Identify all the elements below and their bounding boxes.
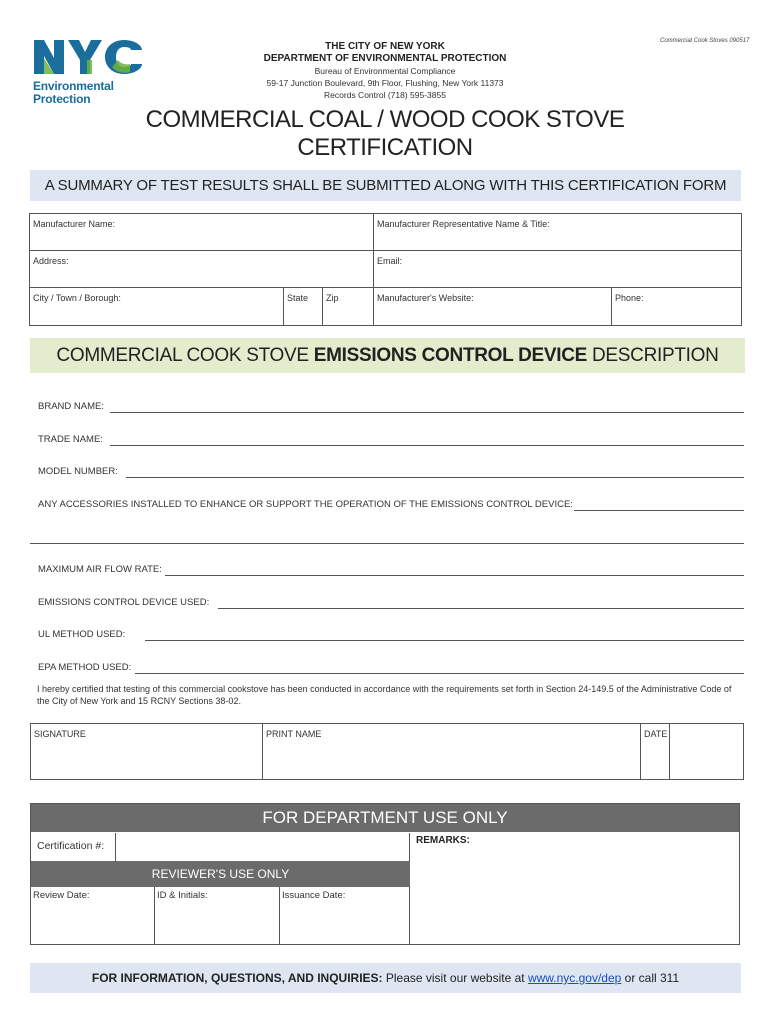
document-code: Commercial Cook Stoves 090517: [660, 38, 750, 44]
agency-address: 59-17 Junction Boulevard, 9th Floor, Flushing, New York 11373: [266, 78, 504, 88]
city-field[interactable]: [30, 288, 284, 325]
footer-info: [30, 963, 741, 993]
ecd-section-header: [30, 338, 745, 373]
ul-method-input[interactable]: [145, 640, 744, 641]
accessories-input[interactable]: [574, 510, 744, 511]
zip-field[interactable]: [323, 288, 374, 325]
signature-label: SIGNATURE: [34, 729, 86, 739]
agency-phone: Records Control (718) 595-3855: [324, 90, 446, 100]
review-date-field[interactable]: [31, 887, 155, 944]
ecd-used-input[interactable]: [218, 608, 744, 609]
state-field[interactable]: [284, 288, 323, 325]
brand-name-input[interactable]: [110, 412, 744, 413]
issuance-date-label: Issuance Date:: [282, 890, 346, 901]
address-label: Address:: [33, 256, 69, 266]
department-use-header: FOR DEPARTMENT USE ONLY: [31, 804, 739, 832]
reviewers-use-header: REVIEWER'S USE ONLY: [31, 861, 410, 887]
max-air-flow-input[interactable]: [165, 575, 744, 576]
representative-field[interactable]: [374, 214, 741, 251]
brand-name-label: BRAND NAME:: [38, 401, 104, 412]
email-field[interactable]: [374, 251, 741, 288]
trade-name-input[interactable]: [110, 445, 744, 446]
footer-bold-text: FOR INFORMATION, QUESTIONS, AND INQUIRIES:: [91, 971, 383, 985]
agency-department: DEPARTMENT OF ENVIRONMENTAL PROTECTION: [263, 53, 507, 64]
agency-header: [250, 41, 520, 101]
date-field[interactable]: [640, 724, 743, 779]
address-field[interactable]: [30, 251, 374, 288]
ecd-header-suffix: DESCRIPTION: [587, 345, 719, 366]
manufacturer-name-label: Manufacturer Name:: [33, 219, 116, 229]
form-title-line1: COMMERCIAL COAL / WOOD COOK STOVE: [145, 106, 625, 133]
review-date-label: Review Date:: [33, 890, 90, 901]
model-number-input[interactable]: [126, 477, 744, 478]
manufacturer-name-field[interactable]: [30, 214, 374, 251]
agency-bureau: Bureau of Environmental Compliance: [314, 66, 456, 76]
date-label: DATE: [644, 729, 668, 739]
phone-label: Phone:: [615, 293, 644, 303]
ecd-header-prefix: COMMERCIAL COOK STOVE: [56, 345, 314, 366]
logo-text-line2: Environmental: [33, 79, 114, 93]
certification-number-label: Certification #:: [31, 833, 116, 861]
ul-method-label: UL METHOD USED:: [38, 629, 126, 640]
zip-label: Zip: [326, 293, 339, 303]
footer-suffix: or call 311: [621, 971, 680, 985]
representative-label: Manufacturer Representative Name & Title:: [377, 219, 550, 229]
website-field[interactable]: [374, 288, 612, 325]
agency-city: THE CITY OF NEW YORK: [325, 41, 445, 52]
form-title: [100, 106, 670, 162]
signature-field[interactable]: [31, 724, 263, 779]
signature-table: [30, 723, 744, 780]
website-label: Manufacturer's Website:: [377, 293, 474, 303]
accessories-label: ANY ACCESSORIES INSTALLED TO ENHANCE OR SUPPORT THE OPERATION OF THE EMISSIONS CONTROL DEVICE:: [38, 499, 573, 510]
logo-text: [33, 80, 114, 106]
form-title-line2: CERTIFICATION: [297, 134, 473, 161]
trade-name-label: TRADE NAME:: [38, 434, 103, 445]
print-name-field[interactable]: [263, 724, 670, 779]
issuance-date-field[interactable]: [280, 887, 410, 944]
ecd-used-label: EMISSIONS CONTROL DEVICE USED:: [38, 597, 210, 608]
city-label: City / Town / Borough:: [33, 293, 121, 303]
epa-method-label: EPA METHOD USED:: [38, 662, 132, 673]
epa-method-input[interactable]: [135, 673, 744, 674]
footer-text: Please visit our website at: [382, 971, 528, 985]
email-label: Email:: [377, 256, 403, 266]
remarks-input[interactable]: [410, 848, 739, 944]
dep-website-link[interactable]: www.nyc.gov/dep: [527, 971, 622, 985]
print-name-label: PRINT NAME: [266, 729, 322, 739]
phone-field[interactable]: [612, 288, 741, 325]
certification-statement: I hereby certified that testing of this commercial cookstove has been conducted in accordance with the requirements set forth in Section 24-149.5 of the Administrative Code of the City of New York and 15 RCNY Sections 38-02.: [37, 684, 732, 706]
remarks-label: REMARKS:: [416, 835, 470, 846]
summary-notice: A SUMMARY OF TEST RESULTS SHALL BE SUBMITTED ALONG WITH THIS CERTIFICATION FORM: [30, 170, 741, 201]
manufacturer-table: [29, 213, 742, 326]
id-initials-field[interactable]: [155, 887, 280, 944]
id-initials-label: ID & Initials:: [157, 890, 208, 901]
state-label: State: [287, 293, 309, 303]
logo-text-line3: Protection: [33, 92, 91, 106]
accessories-input-line2[interactable]: [30, 543, 744, 544]
ecd-header-bold: EMISSIONS CONTROL DEVICE: [313, 345, 588, 366]
max-air-flow-label: MAXIMUM AIR FLOW RATE:: [38, 564, 162, 575]
certification-number-input[interactable]: [116, 833, 410, 861]
model-number-label: MODEL NUMBER:: [38, 466, 118, 477]
nyc-dep-logo: [32, 38, 144, 78]
